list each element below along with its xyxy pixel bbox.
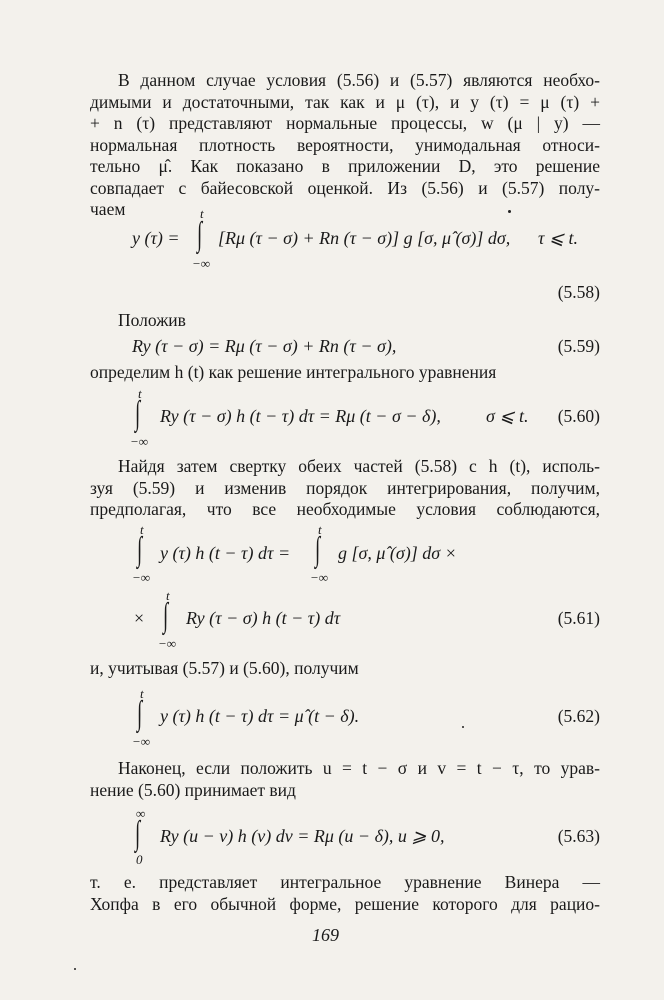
- eq-561-upper-limit: t: [140, 522, 144, 537]
- integral-sign-icon: ∫: [135, 815, 141, 852]
- eq-562-body: y (τ) h (t − τ) dτ = μ̂ (t − δ).: [160, 706, 360, 726]
- print-speck: [74, 968, 76, 970]
- eq-559-body: Ry (τ − σ) = Rμ (τ − σ) + Rn (τ − σ),: [132, 336, 397, 356]
- eq-561-lower-limit-2: −∞: [310, 570, 329, 585]
- eq-558-lower-limit: −∞: [192, 256, 211, 271]
- eq-563-body: Ry (u − v) h (v) dv = Rμ (u − δ), u ⩾ 0,: [160, 826, 445, 846]
- text-line: т. е. представляет интегральное уравнение Винера —: [90, 872, 600, 892]
- eq-560-body: Ry (τ − σ) h (t − τ) dτ = Rμ (t − σ − δ),: [160, 406, 441, 426]
- eq-561-line1-left: y (τ) h (t − τ) dτ =: [160, 543, 291, 563]
- text-line: В данном случае условия (5.56) и (5.57) являются необхо-: [118, 70, 600, 90]
- text-line: Найдя затем свертку обеих частей (5.58) с h (t), исполь-: [118, 456, 600, 476]
- eq-562-upper-limit: t: [140, 686, 144, 701]
- eq-559-number: (5.59): [557, 336, 600, 356]
- eq-561-lower-limit-3: −∞: [158, 636, 177, 651]
- eq-562-number: (5.62): [557, 706, 600, 726]
- eq-558-upper-limit: t: [200, 206, 204, 221]
- integral-sign-icon: ∫: [315, 531, 321, 568]
- eq-561-lower-limit: −∞: [132, 570, 151, 585]
- print-speck: [462, 726, 464, 728]
- eq-561-line2-prefix: ×: [134, 608, 145, 628]
- eq-558-lhs: y (τ) =: [132, 228, 180, 248]
- eq-558-condition: τ ⩽ t.: [538, 228, 579, 248]
- text-line: + n (τ) представляют нормальные процессы, w (μ | y) —: [90, 113, 600, 133]
- paragraph-1: [90, 70, 600, 221]
- paragraph-6: [90, 758, 600, 801]
- text-line: Хопфа в его обычной форме, решение которого для рацио-: [90, 893, 600, 914]
- paragraph-7: [90, 872, 600, 915]
- integral-sign-icon: ∫: [197, 216, 203, 253]
- integral-sign-icon: ∫: [137, 531, 143, 568]
- eq-560-number: (5.60): [557, 406, 600, 426]
- eq-560-condition: σ ⩽ t.: [486, 406, 529, 426]
- eq-563-lower-limit: 0: [136, 852, 143, 867]
- text-line: определим h (t) как решение интегрального уравнения: [90, 362, 497, 382]
- eq-562-lower-limit: −∞: [132, 734, 151, 749]
- paragraph-4: [90, 456, 600, 521]
- page-number: 169: [312, 925, 339, 945]
- integral-sign-icon: ∫: [163, 597, 169, 634]
- text-line: совпадает с байесовской оценкой. Из (5.56) и (5.57) полу-: [90, 177, 600, 198]
- text-line: чаем: [90, 199, 126, 219]
- text-line: предполагая, что все необходимые условия соблюдаются,: [90, 499, 600, 519]
- text-line: Наконец, если положить u = t − σ и v = t − τ, то урав-: [118, 758, 600, 778]
- text-line: нормальная плотность вероятности, унимодальная относи-: [90, 134, 600, 155]
- eq-558-number: (5.58): [557, 282, 600, 302]
- eq-563-upper-limit: ∞: [136, 806, 146, 821]
- eq-561-upper-limit-2: t: [318, 522, 322, 537]
- text-line: нение (5.60) принимает вид: [90, 779, 296, 800]
- paragraph-2: [118, 310, 418, 332]
- text-line: зуя (5.59) и изменив порядок интегрирования, получим,: [90, 477, 600, 498]
- eq-560-lower-limit: −∞: [130, 434, 149, 449]
- eq-561-number: (5.61): [557, 608, 600, 628]
- eq-558-rhs: [Rμ (τ − σ) + Rn (τ − σ)] g [σ, μ̂ (σ)] dσ,: [218, 228, 511, 248]
- text-line: тельно μ̂. Как показано в приложении D, это решение: [90, 156, 600, 176]
- eq-563-number: (5.63): [557, 826, 600, 846]
- eq-561-upper-limit-3: t: [166, 588, 170, 603]
- integral-sign-icon: ∫: [137, 695, 143, 732]
- integral-sign-icon: ∫: [135, 395, 141, 432]
- eq-561-line2-body: Ry (τ − σ) h (t − τ) dτ: [186, 608, 341, 628]
- text-line: димыми и достаточными, так как и μ (τ), и y (τ) = μ (τ) +: [90, 91, 600, 112]
- paragraph-5: [90, 658, 490, 680]
- eq-560-upper-limit: t: [138, 386, 142, 401]
- text-line: Положив: [118, 310, 186, 330]
- text-line: и, учитывая (5.57) и (5.60), получим: [90, 658, 359, 678]
- eq-561-line1-right: g [σ, μ̂ (σ)] dσ ×: [338, 543, 457, 563]
- print-speck: [508, 210, 511, 213]
- paragraph-3: [90, 362, 590, 384]
